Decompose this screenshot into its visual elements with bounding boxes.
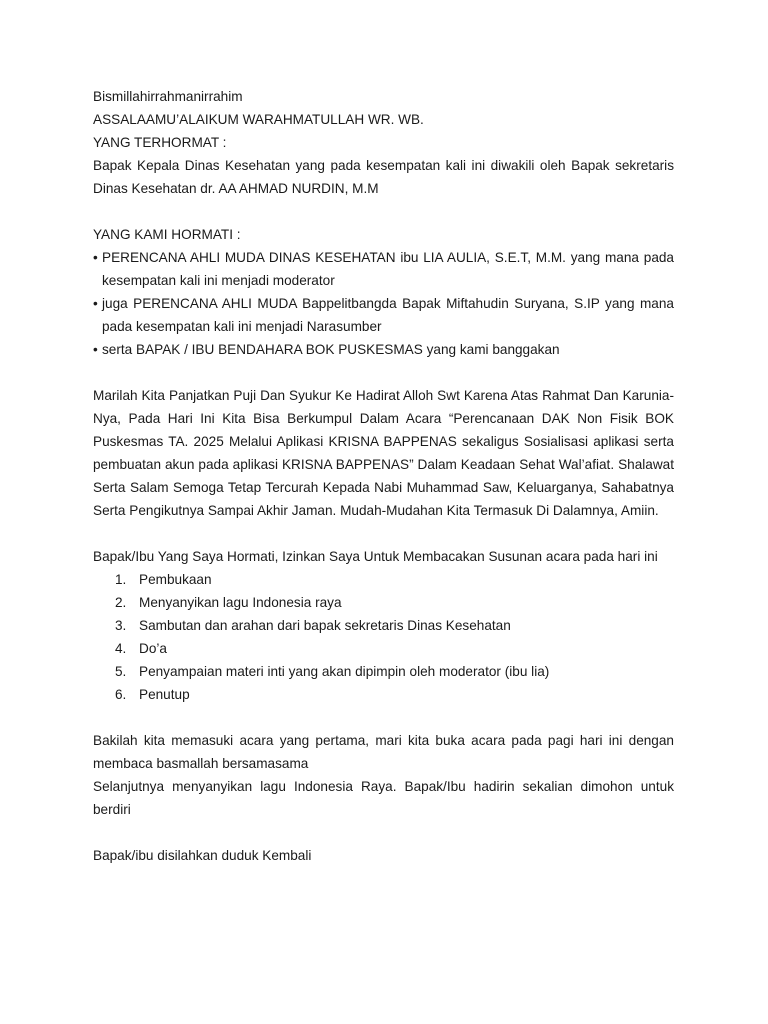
agenda-item-number: 1. [115, 572, 127, 587]
spacer [93, 821, 674, 844]
respected-item [93, 292, 674, 338]
gratitude-paragraph: Marilah Kita Panjatkan Puji Dan Syukur Ke Hadirat Alloh Swt Karena Atas Rahmat Dan Karunia-Nya, Pada Hari Ini Kita Bisa Berkumpul Dalam Acara “Perencanaan DAK Non Fisik BOK Puskesmas TA. 2025 Melalui Aplikasi KRISNA BAPPENAS sekaligus Sosialisasi aplikasi serta pembuatan akun pada aplikasi KRISNA BAPPENAS” Dalam Keadaan Sehat Wal’afiat. Shalawat Serta Salam Semoga Tetap Tercurah Kepada Nabi Muhammad Saw, Keluarganya, Sahabatnya Serta Pengikutnya Sampai Akhir Jaman. Mudah-Mudahan Kita Termasuk Di Dalamnya, Amiin. [93, 388, 674, 518]
agenda-item-text: Do’a [139, 641, 167, 656]
respected-item [93, 338, 674, 361]
respected-item-text: juga PERENCANA AHLI MUDA Bappelitbangda Bapak Miftahudin Suryana, S.IP yang mana pada kesempatan kali ini menjadi Narasumber [102, 296, 674, 334]
agenda-intro: Bapak/Ibu Yang Saya Hormati, Izinkan Saya Untuk Membacakan Susunan acara pada hari ini [93, 549, 658, 564]
respected-heading: YANG KAMI HORMATI : [93, 227, 241, 242]
anthem-paragraph: Selanjutnya menyanyikan lagu Indonesia Raya. Bapak/Ibu hadirin sekalian dimohon untuk berdiri [93, 779, 674, 817]
respected-item [93, 246, 674, 292]
honored-heading: YANG TERHORMAT : [93, 135, 227, 150]
spacer [93, 522, 674, 545]
agenda-item-number: 3. [115, 618, 127, 633]
respected-item-text: serta BAPAK / IBU BENDAHARA BOK PUSKESMAS yang kami banggakan [102, 342, 560, 357]
bismillah-line: Bismillahirrahmanirrahim [93, 89, 243, 104]
agenda-item-text: Sambutan dan arahan dari bapak sekretaris Dinas Kesehatan [139, 618, 511, 633]
agenda-item [93, 568, 674, 591]
agenda-item-number: 5. [115, 664, 127, 679]
spacer [93, 200, 674, 223]
bullet-icon: • [93, 342, 98, 357]
agenda-item [93, 683, 674, 706]
agenda-item-text: Menyanyikan lagu Indonesia raya [139, 595, 342, 610]
agenda-item-text: Pembukaan [139, 572, 212, 587]
agenda-list [93, 568, 674, 706]
agenda-item-text: Penutup [139, 687, 190, 702]
agenda-item-number: 2. [115, 595, 127, 610]
bullet-icon: • [93, 296, 98, 311]
first-event-paragraph: Bakilah kita memasuki acara yang pertama, mari kita buka acara pada pagi hari ini dengan membaca basmallah bersamasama [93, 733, 674, 771]
document-page [93, 85, 674, 867]
agenda-item [93, 637, 674, 660]
respected-list [93, 246, 674, 361]
respected-item-text: PERENCANA AHLI MUDA DINAS KESEHATAN ibu LIA AULIA, S.E.T, M.M. yang mana pada kesempatan kali ini menjadi moderator [102, 250, 674, 288]
sit-down-line: Bapak/ibu disilahkan duduk Kembali [93, 848, 312, 863]
agenda-item-text: Penyampaian materi inti yang akan dipimpin oleh moderator (ibu lia) [139, 664, 550, 679]
bullet-icon: • [93, 250, 98, 265]
agenda-item-number: 6. [115, 687, 127, 702]
spacer [93, 706, 674, 729]
honored-paragraph: Bapak Kepala Dinas Kesehatan yang pada kesempatan kali ini diwakili oleh Bapak sekretaris Dinas Kesehatan dr. AA AHMAD NURDIN, M.M [93, 158, 674, 196]
agenda-item [93, 614, 674, 637]
agenda-item [93, 660, 674, 683]
salam-line: ASSALAAMU’ALAIKUM WARAHMATULLAH WR. WB. [93, 112, 424, 127]
spacer [93, 361, 674, 384]
agenda-item-number: 4. [115, 641, 127, 656]
agenda-item [93, 591, 674, 614]
